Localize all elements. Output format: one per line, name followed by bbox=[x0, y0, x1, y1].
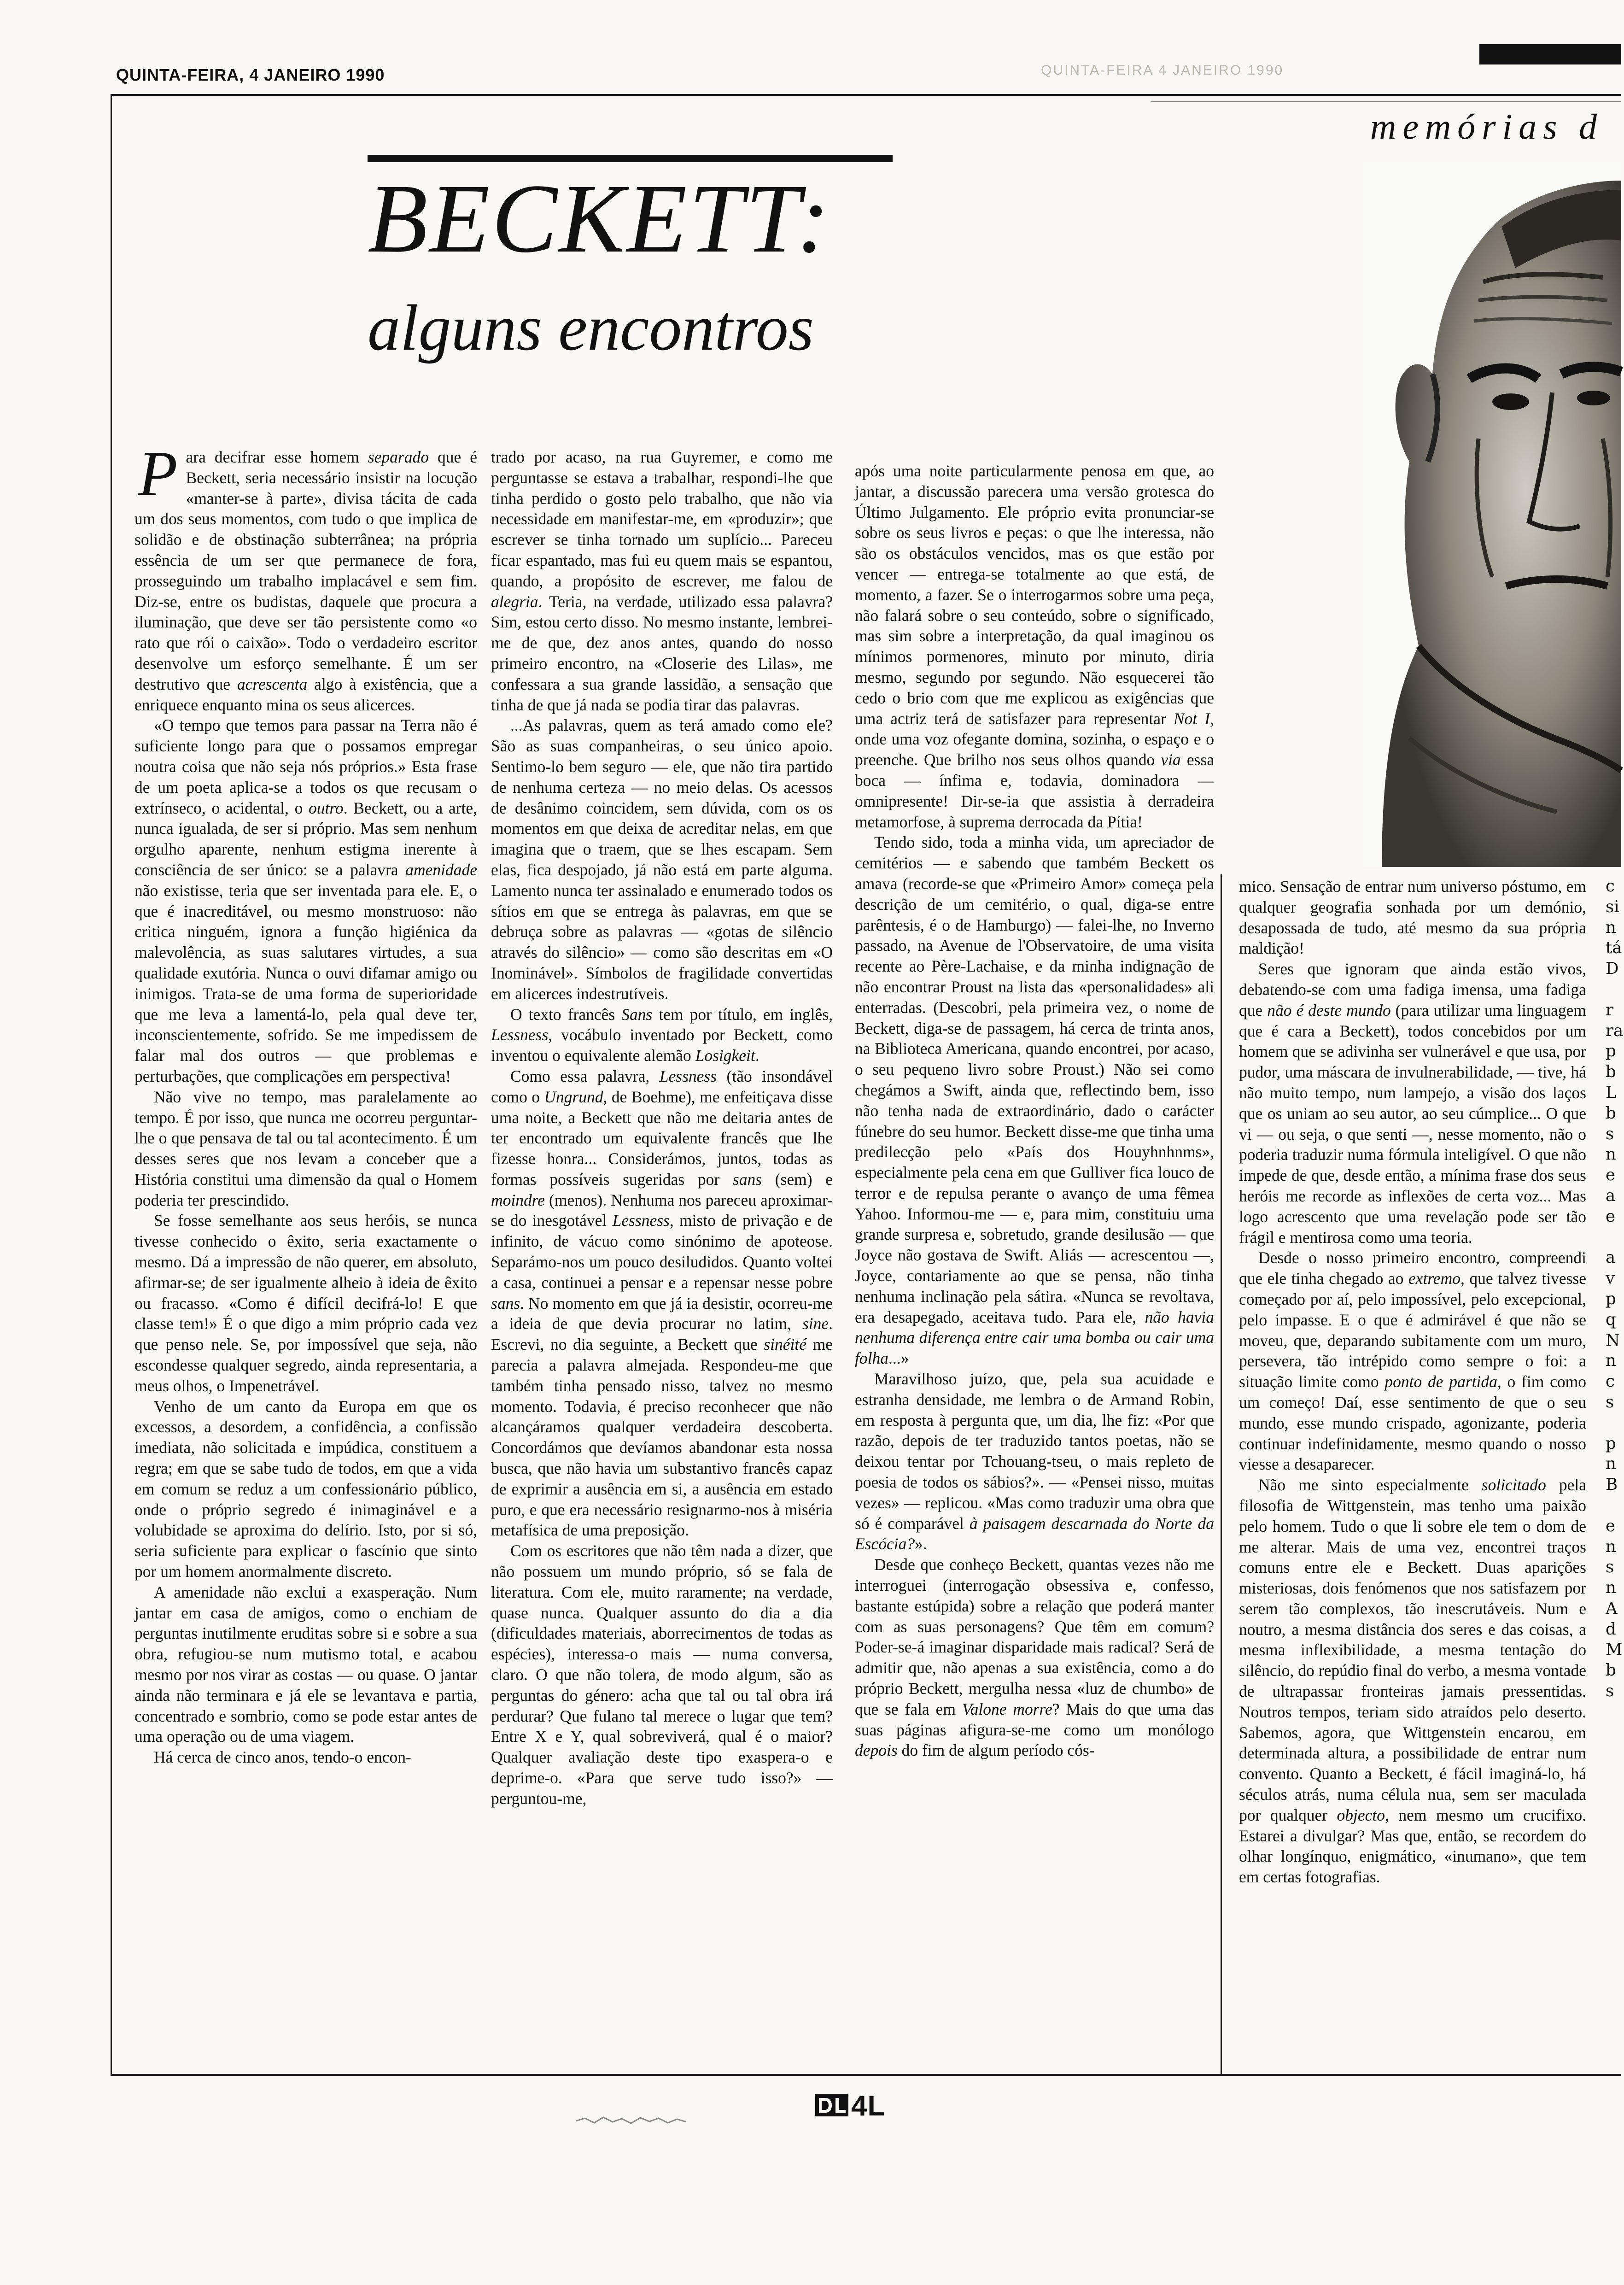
cropped-line-fragment: b bbox=[1606, 1661, 1616, 1680]
header-rule bbox=[111, 94, 1621, 96]
cropped-line-fragment: n bbox=[1606, 1454, 1616, 1474]
title-rule bbox=[368, 155, 893, 162]
cropped-line-fragment: a bbox=[1606, 1248, 1616, 1267]
cropped-line-fragment: M bbox=[1606, 1640, 1623, 1659]
paragraph: ...As palavras, quem as terá amado como ele? São as suas companheiras, o seu único apoio. Sentimo-lo bem seguro — ele, que não tira partido de nenhuma certeza — no meio delas. Os acessos de desânimo coincidem, sem dúvida, com os os momentos em que deixa de acreditar nelas, em que imagina que o traem, que se lhes escapam. Sem elas, fica despojado, já não está em parte alguma. Lamento nunca ter assinalado e enumerado todos os sítios em que se entrega às palavras, em que se debruça sobre as palavras — «gotas de silêncio através do silêncio» — como são descritas em «O Inominável». Símbolos de fragilidade convertidas em alicerces indestrutíveis. bbox=[491, 716, 833, 1003]
cropped-line-fragment bbox=[1606, 979, 1624, 1000]
column-3-paragraphs bbox=[855, 461, 1214, 1761]
cropped-line-fragment: c bbox=[1606, 1372, 1615, 1391]
paragraph: Desde que conheço Beckett, quantas vezes não me interroguei (interrogação obsessiva e, confesso, bastante estúpida) sobre a relação que poderá manter com as suas personagens? Que têm em comum? Poder-se-á imaginar disparidade mais radical? Será de admitir que, não apenas a sua existência, como a do próprio Beckett, mergulha nessa «luz de chumbo» de que se fala em Valone morre? Mais do que uma das suas páginas afigura-se-me como um monólogo depois do fim de algum período cós- bbox=[855, 1555, 1214, 1760]
paragraph: ara decifrar esse homem separado que é Beckett, seria necessário insistir na locução «manter-se à parte», divisa tácita de cada um dos seus momentos, com tudo o que implica de solidão e de obstinação subterrânea; na própria essência de um ser que permanece de fora, prosseguindo um trabalho implacável e sem fim. Diz-se, entre os budistas, daquele que procura a iluminação, que deve ser tão persistente como «o rato que rói o caixão». Todo o verdadeiro escritor desenvolve um esforço semelhante. É um ser destrutivo que acrescenta algo à existência, que a enriquece enquanto mina os seus alicerces. bbox=[134, 448, 477, 714]
cropped-line-fragment: s bbox=[1606, 1124, 1614, 1143]
paragraph: Seres que ignoram que ainda estão vivos, debatendo-se com uma fadiga imensa, uma fadiga que não é deste mundo (para utilizar uma linguagem que é cara a Beckett), todos concebidos por um homem que se adivinha ser vulnerável e que usa, por pudor, uma máscara de invulnerabilidade, — tive, há não muito tempo, num lampejo, a visão dos laços que os uniam ao seu autor, ao seu cúmplice... O que vi — ou seja, o que senti —, nesse momento, não o poderia traduzir numa fórmula inteligível. O que não impede de que, desde então, a mínima frase dos seus heróis me recorde as inflexões de certa voz... Mas logo acrescento que uma revelação pode ser tão frágil e mentirosa como uma teoria. bbox=[1239, 960, 1586, 1247]
article-subtitle: alguns encontros bbox=[368, 291, 814, 364]
cropped-line-fragment: n bbox=[1606, 1351, 1616, 1371]
page-frame-left bbox=[111, 94, 112, 2074]
cropped-line-fragment: ra bbox=[1606, 1021, 1624, 1040]
paragraph: Com os escritores que não têm nada a dizer, que não possuem um mundo próprio, só se fala de literatura. Com ele, muito raramente; na verdade, quase nunca. Qualquer assunto do dia a dia (dificuldades materiais, aborrecimentos de todas as espécies), interessa-o mais — numa conversa, claro. O que não tolera, de modo algum, são as perguntas do género: acha que tal ou tal obra irá perdurar? Que fulano tal merece o lugar que tem? Entre X e Y, qual sobreviverá, qual é o maior? Qualquer avaliação deste tipo exaspera-o e deprime-o. «Para que serve tudo isso?» — perguntou-me, bbox=[491, 1541, 833, 1808]
cropped-line-fragment: d bbox=[1606, 1619, 1616, 1639]
cropped-line-fragment: e bbox=[1606, 1516, 1616, 1535]
header-rule-thin bbox=[1151, 101, 1621, 102]
cropped-line-fragment: N bbox=[1606, 1330, 1620, 1350]
section-banner-bar bbox=[1479, 44, 1621, 64]
cropped-line-fragment: b bbox=[1606, 1103, 1616, 1123]
cropped-line-fragment: v bbox=[1606, 1269, 1615, 1288]
cropped-line-fragment: p bbox=[1606, 1042, 1616, 1061]
cropped-line-fragment: n bbox=[1606, 918, 1616, 937]
drop-cap: P bbox=[138, 438, 178, 510]
column-1-paragraphs bbox=[134, 438, 477, 1768]
cropped-line-fragment: e bbox=[1606, 1166, 1616, 1185]
cropped-line-fragment: si bbox=[1606, 897, 1619, 916]
article-column-3 bbox=[855, 461, 1214, 1761]
page-number: 4L bbox=[851, 2090, 886, 2122]
author-portrait-photo bbox=[1363, 162, 1621, 867]
print-smudge bbox=[576, 2115, 714, 2127]
cropped-line-fragment: e bbox=[1606, 1207, 1616, 1226]
dl-logo-icon bbox=[815, 2094, 848, 2116]
paragraph: Como essa palavra, Lessness (tão insondável como o Ungrund, de Boehme), me enfeitiçava disse uma noite, a Beckett que não me deitaria antes de ter encontrado um equivalente francês que lhe fizesse honra... Considerámos, juntos, todas as formas possíveis sugeridas por sans (sem) e moindre (menos). Nenhuma nos pareceu aproximar-se do inesgotável Lessness, misto de privação e de infinito, de vácuo como sinónimo de apoteose. Separámo-nos um pouco desiludidos. Quanto voltei a casa, continuei a pensar e a repensar nesse pobre sans. No momento em que já ia desistir, ocorreu-me a ideia de que devia procurar no latim, sine. Escrevi, no dia seguinte, a Beckett que sinéité me parecia a palavra almejada. Respondeu-me que também tinha pensado nisso, talvez no mesmo momento. Todavia, é preciso reconhecer que não alcançáramos qualquer verdadeira descoberta. Concordámos que devíamos abandonar esta nossa busca, que não havia um substantivo francês capaz de exprimir a ausência em si, a ausência em estado puro, e que era necessário resignarmo-nos à miséria metafísica de uma preposição. bbox=[491, 1066, 833, 1540]
cropped-line-fragment bbox=[1606, 1495, 1624, 1516]
bleed-through-text: QUINTA-FEIRA 4 JANEIRO 1990 bbox=[1041, 63, 1284, 78]
paragraph: Venho de um canto da Europa em que os excessos, a desordem, a confidência, a confissão imediata, não solicitada e impúdica, constituem a regra; em que se sabe tudo de todos, em que a vida em comum se reduz a um confessionário público, onde o próprio segredo é inimaginável e a volubidade se aproxima do delírio. Isto, por si só, seria suficiente para explicar o fascínio que sinto por um homem anormalmente discreto. bbox=[134, 1397, 477, 1581]
paragraph: O texto francês Sans tem por título, em inglês, Lessness, vocábulo inventado por Beckett, como inventou o equivalente alemão Losigkeit. bbox=[491, 1005, 833, 1065]
cropped-line-fragment: q bbox=[1606, 1310, 1616, 1329]
cropped-line-fragment: n bbox=[1606, 1578, 1616, 1598]
column-4-paragraphs bbox=[1239, 876, 1586, 1887]
cropped-line-fragment: s bbox=[1606, 1558, 1614, 1577]
article-column-5-cropped bbox=[1606, 876, 1624, 1702]
column-2-paragraphs bbox=[491, 447, 833, 1809]
paragraph: Tendo sido, toda a minha vida, um apreciador de cemitérios — e sabendo que também Beckett os amava (recorde-se que «Primeiro Amor» começa pela descrição de um cemitério, o qual, diga-se entre parêntesis, é o de Hamburgo) — falei-lhe, no Inverno passado, na Avenue de l'Observatoire, de uma visita recente ao Père-Lachaise, e da minha indignação de não encontrar Proust na lista das «personalidades» ali enterradas. (Descobri, pela primeira vez, o nome de Beckett, diga-se de passagem, há cerca de trinta anos, na Biblioteca Americana, quando encontrei, por acaso, o seu pequeno livro sobre Proust.) Não sei como chegámos a Swift, ainda que, reflectindo bem, isso não tenha nada de extraordinário, dado o carácter fúnebre do seu humor. Beckett disse-me que tinha uma predilecção pelo «País dos Houyhnhnms», especialmente pela cena em que Gulliver fica louco de terror e de repulsa perante o avanço de uma fêmea Yahoo. Informou-me — e, para mim, constituiu uma grande surpresa e, sobretudo, grande desilusão — que Joyce não gostava de Swift. Aliás — acrescentou —, Joyce, contariamente ao que se pensa, não tinha nenhuma inclinação pela sátira. «Nunca se revoltava, era desapegado, aceitava tudo. Para ele, não havia nenhuma diferença entre cair uma bomba ou cair uma folha...» bbox=[855, 833, 1214, 1368]
cropped-line-fragment: p bbox=[1606, 1434, 1616, 1453]
cropped-line-fragment: A bbox=[1606, 1599, 1618, 1618]
article-column-2 bbox=[491, 447, 833, 1809]
cropped-line-fragment: n bbox=[1606, 1145, 1616, 1164]
cropped-line-fragment: r bbox=[1606, 1000, 1613, 1019]
cropped-line-fragment: c bbox=[1606, 877, 1615, 896]
cropped-line-fragment: p bbox=[1606, 1289, 1616, 1308]
cropped-line-fragment: b bbox=[1606, 1062, 1616, 1082]
cropped-line-fragment: L bbox=[1606, 1083, 1617, 1102]
paragraph: Maravilhoso juízo, que, pela sua acuidade e estranha densidade, me lembra o de Armand Robin, em resposta à pergunta que, um dia, lhe fiz: «Por que razão, depois de ter traduzido tantos poetas, não se deixou tentar por Tchouang-tseu, o mais repleto de poesia de todos os sábios?». — «Pensei nisso, muitas vezes» — replicou. «Mas como traduzir uma obra que só é comparável à paisagem descarnada do Norte da Escócia?». bbox=[855, 1370, 1214, 1553]
cropped-line-fragment: s bbox=[1606, 1392, 1614, 1412]
article-column-4 bbox=[1239, 876, 1586, 1887]
paragraph: Desde o nosso primeiro encontro, compreendi que ele tinha chegado ao extremo, que talvez tivesse começado por aí, pelo impossível, pelo excepcional, pelo impasse. E o que é admirável é que não se moveu, que, deparando subitamente com um muro, persevera, tão intrépido como sempre o foi: a situação limite como ponto de partida, o fim como um começo! Daí, esse sentimento de que o seu mundo, esse mundo crispado, agonizante, poderia continuar indefinidamente, mesmo quando o nosso viesse a desaparecer. bbox=[1239, 1248, 1586, 1474]
paragraph: A amenidade não exclui a exasperação. Num jantar em casa de amigos, como o enchiam de perguntas inutilmente eruditas sobre si e sobre a sua obra, refugiou-se num mutismo total, e acabou mesmo por nos virar as costas — ou quase. O jantar ainda não terminara e já ele se levantava e partia, concentrado e sombrio, como se pode estar antes de uma operação ou de uma viagem. bbox=[134, 1582, 477, 1746]
issue-date: QUINTA-FEIRA, 4 JANEIRO 1990 bbox=[116, 65, 385, 84]
cropped-line-fragment: a bbox=[1606, 1186, 1616, 1205]
section-title: memórias d bbox=[1370, 106, 1604, 146]
cropped-line-fragment: s bbox=[1606, 1682, 1614, 1701]
cropped-line-fragment bbox=[1606, 1413, 1624, 1434]
paragraph: trado por acaso, na rua Guyremer, e como me perguntasse se estava a trabalhar, respondi-lhe que tinha perdido o gosto pelo trabalho, que não via necessidade em manifestar-me, em «produzir»; que escrever se tinha tornado um suplício... Pareceu ficar espantado, mas fui eu quem mais se espantou, quando, a propósito de escrever, me falou de alegria. Teria, na verdade, utilizado essa palavra? Sim, estou certo disso. No mesmo instante, lembrei-me de que, dez anos antes, quando do nosso primeiro encontro, na «Closerie des Lilas», me confessara a sua grande lassidão, a sensação que tinha de que já nada se podia tirar das palavras. bbox=[491, 448, 833, 714]
paragraph: Se fosse semelhante aos seus heróis, se nunca tivesse conhecido o êxito, seria exactamente o mesmo. Dá a impressão de não querer, em absoluto, afirmar-se; de ser igualmente alheio à ideia de êxito ou fracasso. «Como é difícil decifrá-lo! E que classe tem!» É o que digo a mim próprio cada vez que penso nele. Se, por impossível que seja, não escondesse qualquer segredo, ainda representaria, a meus olhos, o Impenetrável. bbox=[134, 1211, 477, 1395]
cropped-line-fragment bbox=[1606, 1227, 1624, 1248]
cropped-line-fragment: tá bbox=[1606, 938, 1622, 958]
paragraph: após uma noite particularmente penosa em que, ao jantar, a discussão parecera uma versão grotesca do Último Julgamento. Ele próprio evita pronunciar-se sobre os seus livros e peças: o que lhe interessa, não são os obstáculos vencidos, mas os que estão por vencer — entrega-se totalmente ao que está, de momento, a fazer. Se o interrogarmos sobre uma peça, não falará sobre o seu conteúdo, sobre o significado, mas sim sobre a interpretação, da qual imaginou os mínimos pormenores, minuto por minuto, diria mesmo, segundo por segundo. Não esquecerei tão cedo o brio com que me explicou as exigências que uma actriz terá de satisfazer para representar Not I, onde uma voz ofegante domina, sozinha, o espaço e o preenche. Que brilho nos seus olhos quando via essa boca — ínfima e, todavia, dominadora — omnipresente! Dir-se-ia que assistia à derradeira metamorfose, à suprema derrocada da Pítia! bbox=[855, 462, 1214, 831]
page-frame-bottom bbox=[111, 2074, 1621, 2076]
paragraph: Não vive no tempo, mas paralelamente ao tempo. É por isso, que nunca me ocorreu perguntar-lhe o que pensava de tal ou tal acontecimento. É um desses seres que nos levam a conceber que a História constitui uma dimensão da qual o Homem poderia ter prescindido. bbox=[134, 1087, 477, 1209]
cropped-line-fragment: n bbox=[1606, 1537, 1616, 1556]
cropped-line-fragment: B bbox=[1606, 1475, 1618, 1494]
paragraph: Há cerca de cinco anos, tendo-o encon- bbox=[154, 1748, 411, 1767]
article-column-1 bbox=[134, 438, 477, 1768]
paragraph: mico. Sensação de entrar num universo póstumo, em qualquer geografia sonhada por um demónio, desapossada de tudo, até mesmo da sua própria maldição! bbox=[1239, 877, 1586, 958]
article-title: BECKETT: bbox=[368, 164, 832, 273]
column-divider bbox=[1221, 874, 1222, 2074]
paragraph: «O tempo que temos para passar na Terra não é suficiente longo para que o possamos empregar noutra coisa que não seja nós próprios.» Esta frase de um poeta aplica-se a todos os que recusam o extrínseco, o acidental, o outro. Beckett, ou a arte, nunca igualada, de ser si próprio. Mas sem nenhum orgulho aparente, nenhum estigma inerente à consciência de ser único: se a palavra amenidade não existisse, teria que ser inventada para ele. E, o que é inacreditável, ou mesmo monstruoso: não critica ninguém, ignora a função higiénica da malevolência, as suas salutares virtudes, a sua qualidade exutória. Nunca o ouvi difamar amigo ou inimigos. Trata-se de uma forma de superioridade que me leva a lamentá-lo, pela qual deve ter, inconscientemente, sofrido. Se me impedissem de falar mal dos outros — que problemas e perturbações, que complicações em perspectiva! bbox=[134, 716, 477, 1085]
cropped-line-fragment: D bbox=[1606, 959, 1619, 978]
paragraph: Não me sinto especialmente solicitado pela filosofia de Wittgenstein, mas tenho uma paixão pelo homem. Tudo o que li sobre ele tem o dom de me alterar. Mais de uma vez, encontrei traços comuns entre ele e Beckett. Duas aparições misteriosas, dois fenómenos que nos satisfazem por serem tão complexos, tão inescrutáveis. Num e noutro, a mesma distância dos seres e das coisas, a mesma inflexibilidade, a mesma tentação do silêncio, do repúdio final do verbo, a mesma vontade de ultrapassar fronteiras jamais pressentidas. Noutros tempos, teriam sido atraídos pelo deserto. Sabemos, agora, que Wittgenstein encarou, em determinada altura, a possibilidade de entrar num convento. Quanto a Beckett, é fácil imaginá-lo, há séculos atrás, numa célula nua, sem ser maculada por qualquer objecto, nem mesmo um crucifixo. Estarei a divulgar? Mas que, então, se recordem do olhar longínquo, enigmático, «inumano», que tem em certas fotografias. bbox=[1239, 1476, 1586, 1887]
